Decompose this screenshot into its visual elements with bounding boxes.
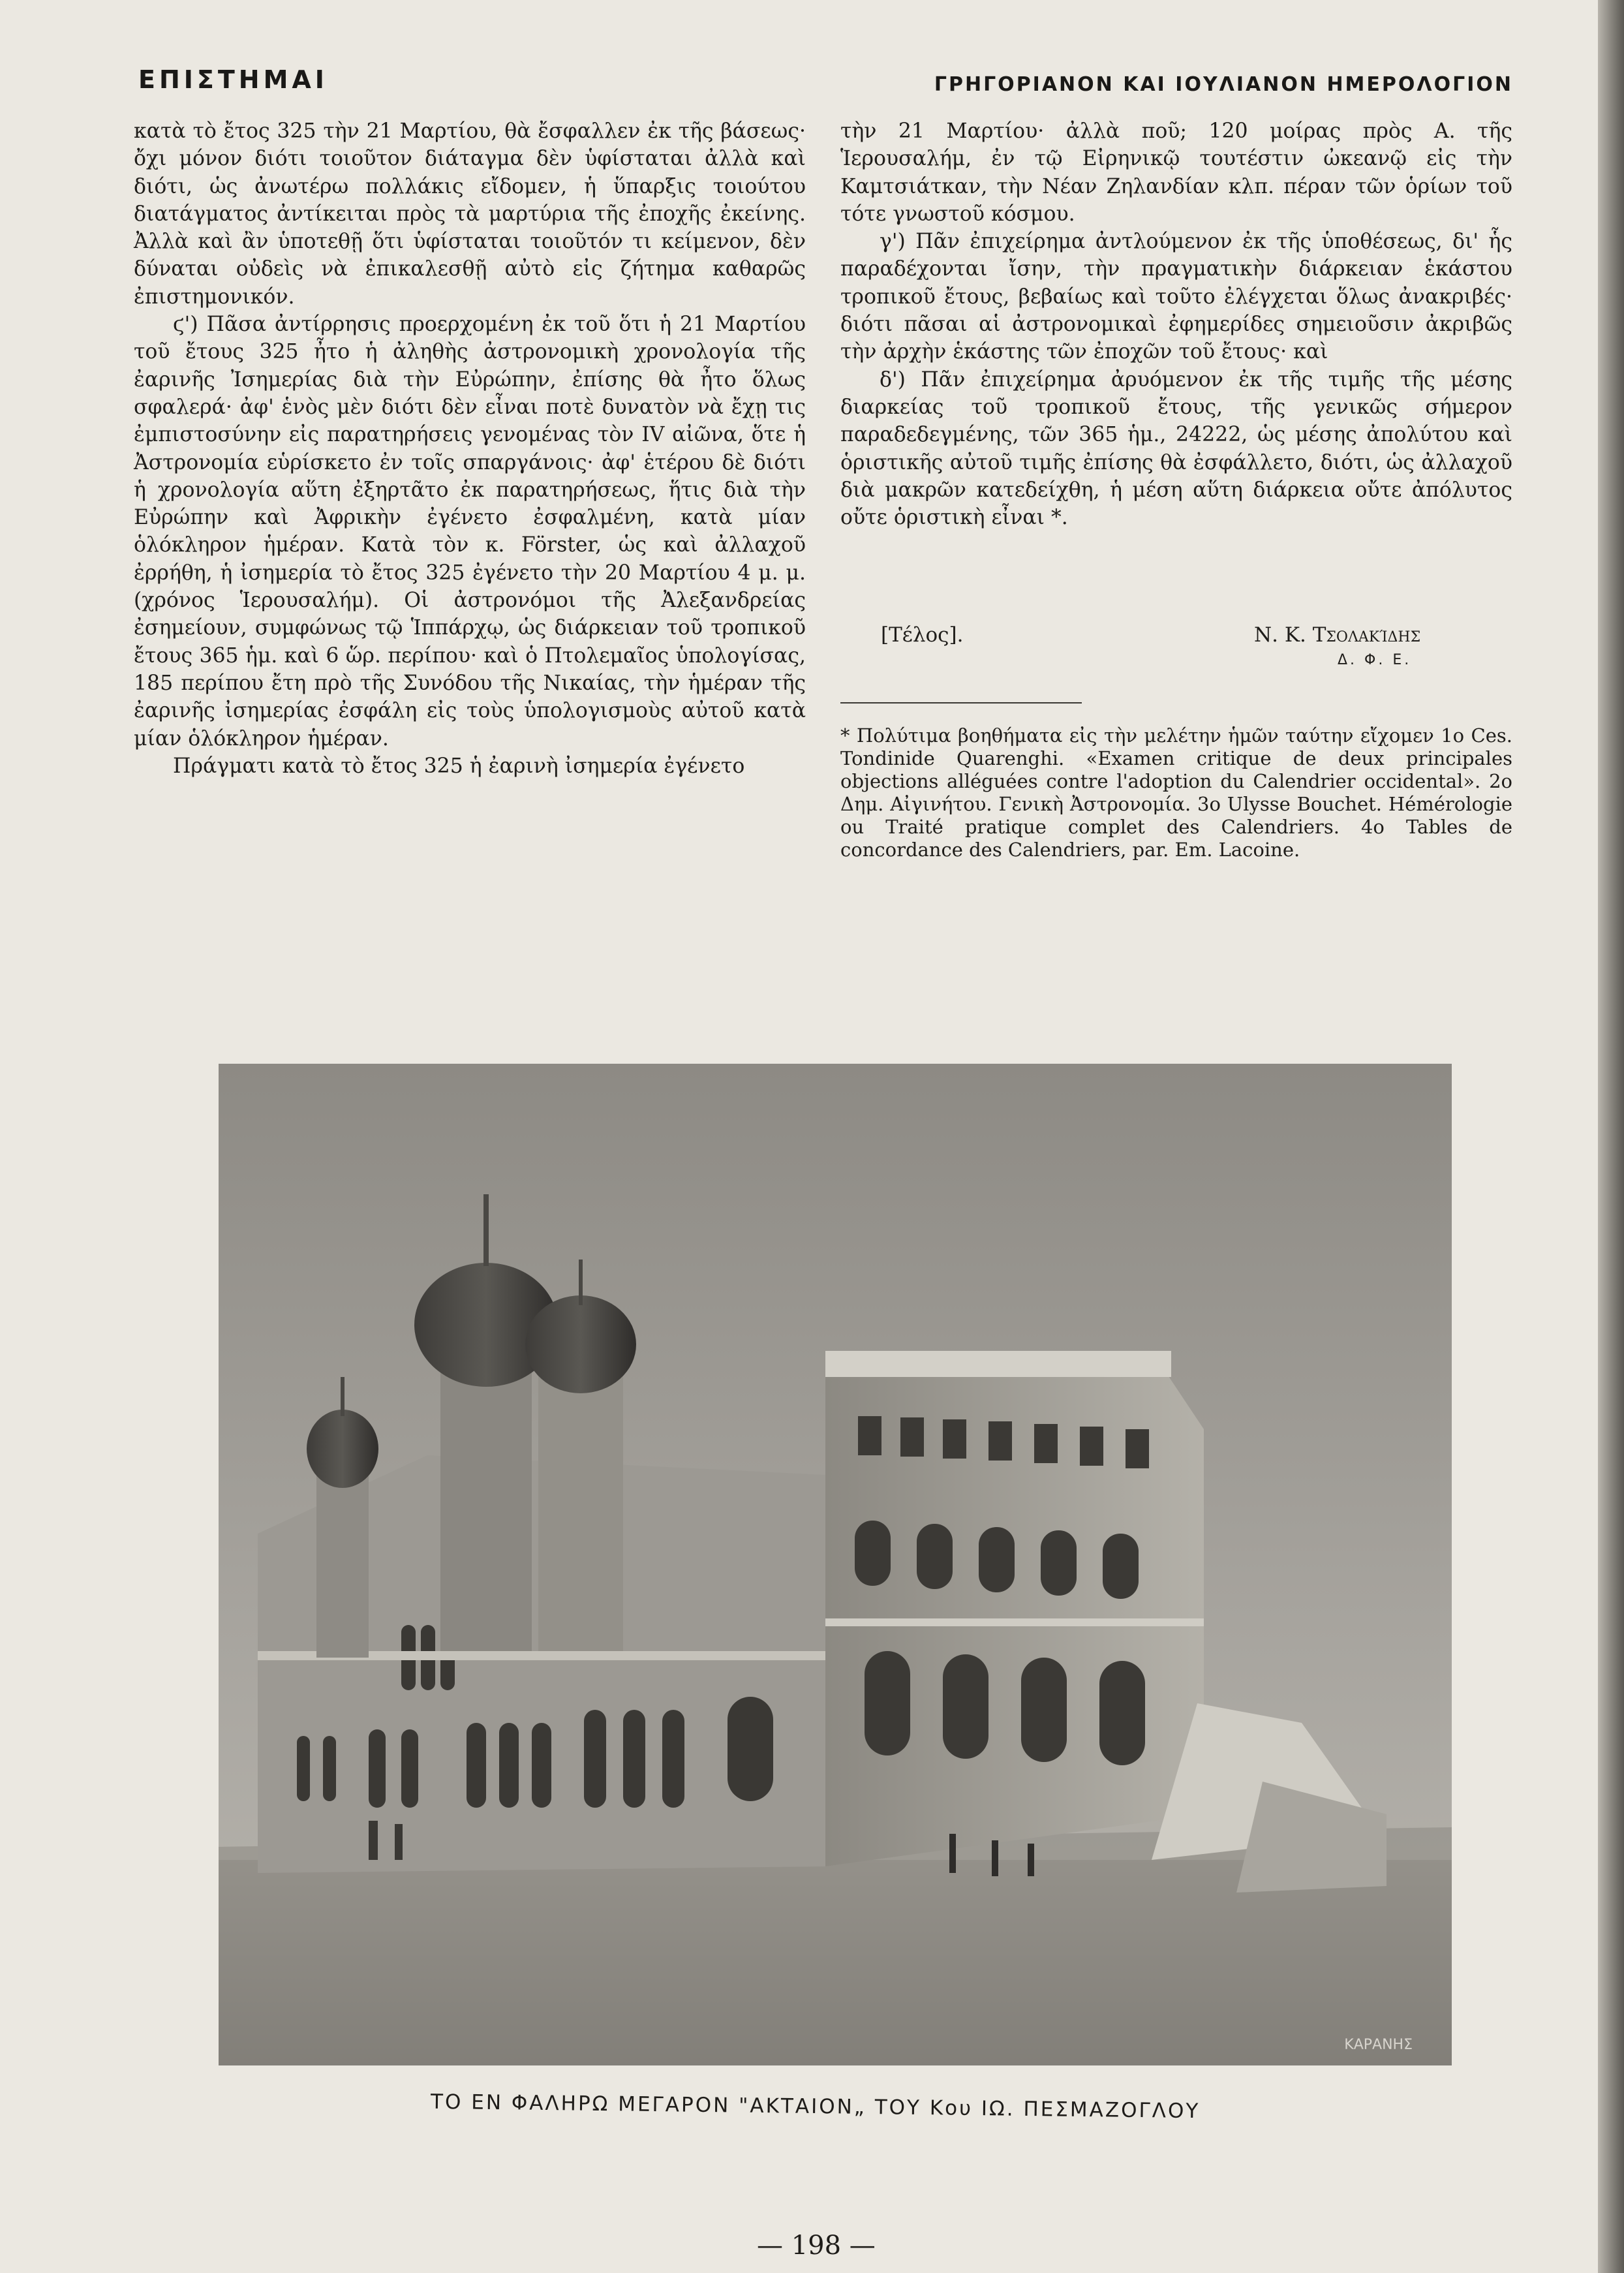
- left-column: [134, 117, 806, 780]
- paragraph: γ') Πᾶν ἐπιχείρημα ἀντλούμενον ἐκ τῆς ὑποθέσεως, δι' ἧς παραδέχονται ἴσην, τὴν πραγματικὴν διάρκειαν ἑκάστου τροπικοῦ ἔτους, βεβαίως καὶ τοῦτο ἐλέγχεται ὅλως ἀνακριβές· διότι πᾶσαι αἱ ἀστρονομικαὶ ἐφημερίδες σημειοῦσιν ἀκριβῶς τὴν ἀρχὴν ἑκάστης τῶν ἐποχῶν τοῦ ἔτους· καὶ: [840, 230, 1512, 364]
- page-edge-shadow: [1598, 0, 1624, 2273]
- author-name: Ν. Κ. Τσολακίδης: [1254, 623, 1421, 647]
- author-title: Δ. Φ. Ε.: [1338, 652, 1412, 668]
- paragraph: τὴν 21 Μαρτίου· ἀλλὰ ποῦ; 120 μοίρας πρὸς Α. τῆς Ἱερουσαλήμ, ἐν τῷ Εἰρηνικῷ τουτέστιν ὠκεανῷ εἰς τὴν Καμτσιάτκαν, τὴν Νέαν Ζηλανδίαν κλπ. πέραν τῶν ὁρίων τοῦ τότε γνωστοῦ κόσμου.: [840, 119, 1512, 226]
- paragraph: Πράγματι κατὰ τὸ ἔτος 325 ἡ ἐαρινὴ ἰσημερία ἐγένετο: [173, 754, 745, 778]
- footnote: * Πολύτιμα βοηθήματα εἰς τὴν μελέτην ἡμῶν ταύτην εἴχομεν 1ο Ces. Tondinide Quarenghi. «Examen critique de deux principales objections alléguées contre l'adoption du Calendrier occidental». 2ο Δημ. Αἰγινήτου. Γενικὴ Ἀστρονομία. 3ο Ulysse Bouchet. Hémérologie ou Traité pratique complet des Calendriers. 4ο Tables de concordance des Calendriers, par. Em. Lacoine.: [840, 724, 1512, 861]
- photo-signature: ΚΑΡΑΝΗΣ: [1344, 2037, 1413, 2053]
- page-number: — 198 —: [757, 2231, 876, 2261]
- building-photograph: [219, 1064, 1452, 2065]
- photo-caption: ΤΟ ΕΝ ΦΑΛΗΡΩ ΜΕΓΑΡΟΝ "ΑΚΤΑΙΟΝ„ ΤΟΥ Κου ΙΩ. ΠΕΣΜΑΖΟΓΛΟΥ: [430, 2090, 1201, 2124]
- running-head-right: ΓΡΗΓΟΡΙΑΝΟΝ ΚΑΙ ΙΟΥΛΙΑΝΟΝ ΗΜΕΡΟΛΟΓΙΟΝ: [934, 73, 1513, 96]
- end-mark: [Τέλος].: [881, 623, 964, 647]
- building-photo-illustration: [219, 1064, 1452, 2065]
- footnote-rule: [840, 702, 1082, 704]
- right-column: [840, 117, 1512, 531]
- paragraph: κατὰ τὸ ἔτος 325 τὴν 21 Μαρτίου, θὰ ἔσφαλλεν ἐκ τῆς βάσεως· ὄχι μόνον διότι τοιοῦτον διάταγμα δὲν ὑφίσταται ἀλλὰ καὶ διότι, ὡς ἀνωτέρω πολλάκις εἴδομεν, ἡ ὕπαρξις τοιούτου διατάγματος ἀντίκειται πρὸς τὰ μαρτύρια τῆς ἐποχῆς ἐκείνης. Ἀλλὰ καὶ ἂν ὑποτεθῇ ὅτι ὑφίσταται τοιοῦτόν τι κείμενον, δὲν δύναται οὐδεὶς νὰ ἐπικαλεσθῇ αὐτὸ εἰς ζήτημα καθαρῶς ἐπιστημονικόν.: [134, 119, 806, 309]
- running-head-left: ΕΠΙΣΤΗΜΑΙ: [138, 65, 328, 94]
- paragraph: δ') Πᾶν ἐπιχείρημα ἀρυόμενον ἐκ τῆς τιμῆς τῆς μέσης διαρκείας τοῦ τροπικοῦ ἔτους, τῆς γενικῶς σήμερον παραδεδεγμένης, τῶν 365 ἡμ., 24222, ὡς μέσης ἀπολύτου καὶ ὁριστικῆς αὐτοῦ τιμῆς ἐπίσης θὰ ἐσφάλλετο, διότι, ὡς ἀλλαχοῦ διὰ μακρῶν κατεδείχθη, ἡ μέση αὕτη διάρκεια οὔτε ἀπόλυτος οὔτε ὁριστικὴ εἶναι *.: [840, 367, 1512, 530]
- paragraph: ϛ') Πᾶσα ἀντίρρησις προερχομένη ἐκ τοῦ ὅτι ἡ 21 Μαρτίου τοῦ ἔτους 325 ἦτο ἡ ἀληθὴς ἀστρονομικὴ χρονολογία τῆς ἐαρινῆς Ἰσημερίας διὰ τὴν Εὐρώπην, ἐπίσης θὰ ἦτο ὅλως σφαλερά· ἀφ' ἑνὸς μὲν διότι δὲν εἶναι ποτὲ δυνατὸν νὰ ἔχῃ τις ἐμπιστοσύνην εἰς παρατηρήσεις γενομένας τὸν IV αἰῶνα, ὅτε ἡ Ἀστρονομία εὑρίσκετο ἐν τοῖς σπαργάνοις· ἀφ' ἑτέρου δὲ διότι ἡ χρονολογία αὕτη ἐξηρτᾶτο ἐκ παρατηρήσεως, ἥτις διὰ τὴν Εὐρώπην καὶ Ἀφρικὴν ἐγένετο ἐσφαλμένη, κατὰ μίαν ὁλόκληρον ἡμέραν. Κατὰ τὸν κ. Förster, ὡς καὶ ἀλλαχοῦ ἐρρήθη, ἡ ἰσημερία τὸ ἔτος 325 ἐγένετο τὴν 20 Μαρτίου 4 μ. μ. (χρόνος Ἱερουσαλήμ). Οἱ ἀστρονόμοι τῆς Ἀλεξανδρείας ἐσημείουν, συμφώνως τῷ Ἱππάρχῳ, ὡς διάρκειαν τοῦ τροπικοῦ ἔτους 365 ἡμ. καὶ 6 ὥρ. περίπου· καὶ ὁ Πτολεμαῖος ὑπολογίσας, 185 περίπου ἔτη πρὸ τῆς Συνόδου τῆς Νικαίας, τὴν ἡμέραν τῆς ἐαρινῆς ἰσημερίας ἐσφάλη εἰς τοὺς ὑπολογισμοὺς αὐτοῦ κατὰ μίαν ὁλόκληρον ἡμέραν.: [134, 313, 806, 750]
